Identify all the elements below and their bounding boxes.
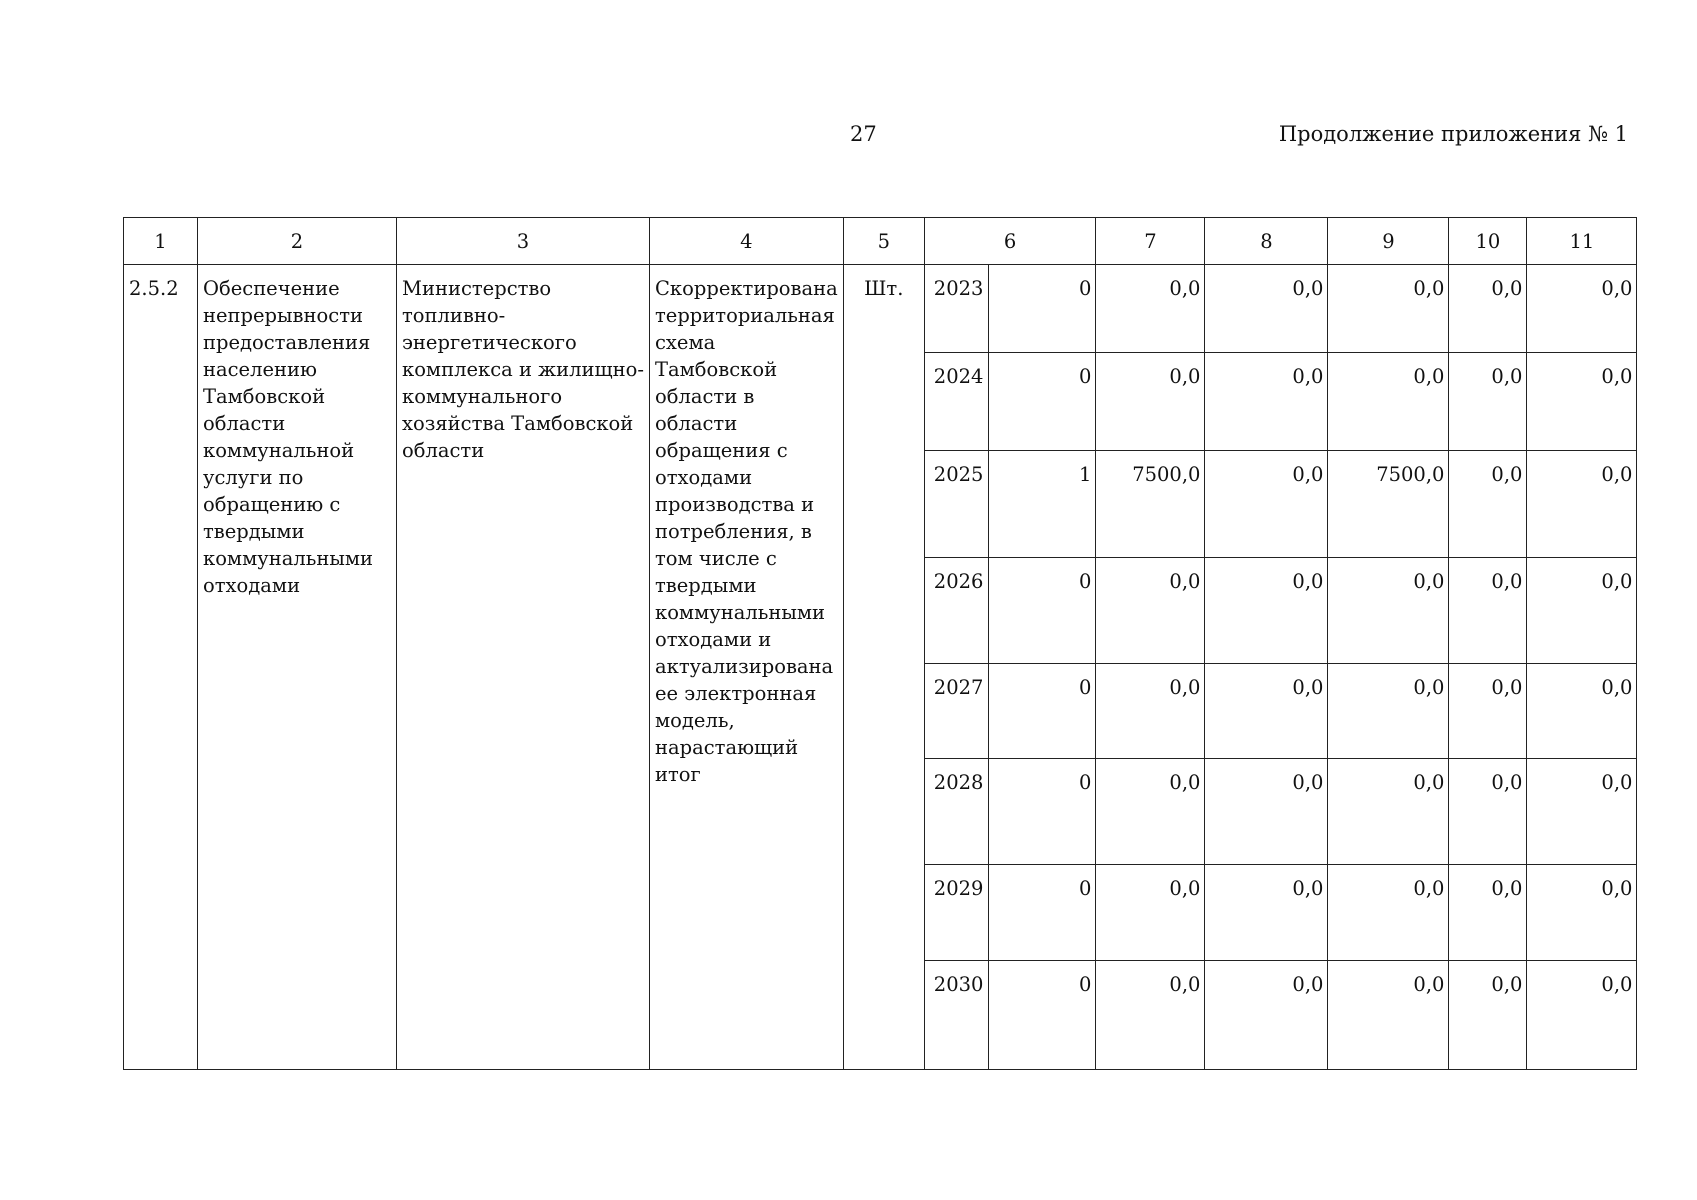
year-cell: 2029 — [924, 865, 989, 961]
value-cell-c11: 0,0 — [1527, 558, 1637, 664]
header-cell: 11 — [1527, 218, 1637, 265]
value-cell-c7: 0,0 — [1096, 265, 1205, 353]
header-cell: 8 — [1205, 218, 1328, 265]
value-cell-c9: 0,0 — [1328, 865, 1449, 961]
header-cell: 1 — [124, 218, 198, 265]
value-cell-c8: 0,0 — [1205, 759, 1328, 865]
value-cell-c9: 0,0 — [1328, 664, 1449, 759]
value-cell-value: 0 — [989, 353, 1096, 451]
header-cell: 5 — [843, 218, 924, 265]
value-cell-c7: 7500,0 — [1096, 451, 1205, 558]
value-cell-c7: 0,0 — [1096, 759, 1205, 865]
value-cell-c9: 0,0 — [1328, 759, 1449, 865]
value-cell-c11: 0,0 — [1527, 759, 1637, 865]
value-cell-c9: 0,0 — [1328, 265, 1449, 353]
value-cell-value: 0 — [989, 558, 1096, 664]
value-cell-c10: 0,0 — [1449, 664, 1527, 759]
value-cell-c9: 0,0 — [1328, 353, 1449, 451]
year-cell: 2030 — [924, 961, 989, 1070]
header-cell: 3 — [397, 218, 650, 265]
value-cell-c7: 0,0 — [1096, 664, 1205, 759]
value-cell-c10: 0,0 — [1449, 353, 1527, 451]
code-cell: 2.5.2 — [124, 265, 198, 1070]
value-cell-value: 0 — [989, 664, 1096, 759]
value-cell-value: 1 — [989, 451, 1096, 558]
appendix-table — [123, 217, 1637, 1070]
header-cell: 4 — [650, 218, 844, 265]
value-cell-c11: 0,0 — [1527, 265, 1637, 353]
value-cell-c8: 0,0 — [1205, 961, 1328, 1070]
continuation-label: Продолжение приложения № 1 — [1278, 122, 1628, 146]
value-cell-c9: 0,0 — [1328, 961, 1449, 1070]
header-cell: 2 — [198, 218, 397, 265]
value-cell-c11: 0,0 — [1527, 451, 1637, 558]
page-number: 27 — [850, 122, 877, 146]
year-cell: 2025 — [924, 451, 989, 558]
responsible-cell: Министерство топливно-энергетического комплекса и жилищно-коммунального хозяйства Тамбовской области — [397, 265, 650, 1070]
year-cell: 2026 — [924, 558, 989, 664]
value-cell-value: 0 — [989, 961, 1096, 1070]
value-cell-value: 0 — [989, 759, 1096, 865]
table-row — [124, 265, 1637, 353]
header-cell: 6 — [924, 218, 1096, 265]
header-row — [124, 218, 1637, 265]
value-cell-c11: 0,0 — [1527, 353, 1637, 451]
value-cell-c8: 0,0 — [1205, 558, 1328, 664]
year-cell: 2028 — [924, 759, 989, 865]
value-cell-c11: 0,0 — [1527, 664, 1637, 759]
value-cell-c10: 0,0 — [1449, 961, 1527, 1070]
value-cell-c8: 0,0 — [1205, 865, 1328, 961]
value-cell-c7: 0,0 — [1096, 865, 1205, 961]
value-cell-c10: 0,0 — [1449, 759, 1527, 865]
name-cell: Обеспечение непрерывности предоставления населению Тамбовской области коммунальной услуги по обращению с твердыми коммунальными отходами — [198, 265, 397, 1070]
value-cell-c10: 0,0 — [1449, 558, 1527, 664]
value-cell-c9: 7500,0 — [1328, 451, 1449, 558]
value-cell-c7: 0,0 — [1096, 558, 1205, 664]
value-cell-c10: 0,0 — [1449, 451, 1527, 558]
header-cell: 10 — [1449, 218, 1527, 265]
value-cell-c8: 0,0 — [1205, 451, 1328, 558]
value-cell-c9: 0,0 — [1328, 558, 1449, 664]
value-cell-c8: 0,0 — [1205, 664, 1328, 759]
value-cell-c8: 0,0 — [1205, 353, 1328, 451]
value-cell-c10: 0,0 — [1449, 265, 1527, 353]
value-cell-c7: 0,0 — [1096, 353, 1205, 451]
year-cell: 2023 — [924, 265, 989, 353]
value-cell-c11: 0,0 — [1527, 865, 1637, 961]
year-cell: 2024 — [924, 353, 989, 451]
year-cell: 2027 — [924, 664, 989, 759]
value-cell-value: 0 — [989, 865, 1096, 961]
value-cell-c8: 0,0 — [1205, 265, 1328, 353]
header-cell: 9 — [1328, 218, 1449, 265]
value-cell-c7: 0,0 — [1096, 961, 1205, 1070]
value-cell-value: 0 — [989, 265, 1096, 353]
value-cell-c11: 0,0 — [1527, 961, 1637, 1070]
result-cell: Скорректирована территориальная схема Тамбовской области в области обращения с отходами производства и потребления, в том числе с твердыми коммунальными отходами и актуализирована ее электронная модель, нарастающий итог — [650, 265, 844, 1070]
unit-cell: Шт. — [843, 265, 924, 1070]
header-cell: 7 — [1096, 218, 1205, 265]
value-cell-c10: 0,0 — [1449, 865, 1527, 961]
